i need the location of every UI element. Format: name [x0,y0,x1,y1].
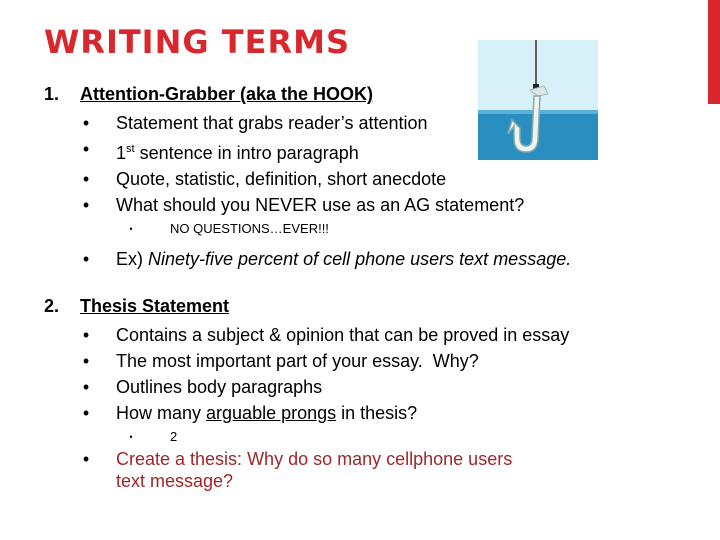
bullet-item [44,374,674,400]
bullet-icon: • [129,432,133,442]
bullet-icon: • [82,377,90,397]
bullet-text: Contains a subject & opinion that can be proved in essay [116,325,570,345]
bullet-icon: • [129,224,133,234]
bullet-icon: • [82,449,90,469]
section-number: 2. [44,296,60,316]
prompt-item [44,448,674,492]
bullet-icon: • [82,195,90,215]
section-title: Attention-Grabber (aka the HOOK) [80,84,374,104]
bullet-icon: • [82,169,90,189]
bullet-icon: • [82,325,90,345]
bullet-text: 1st sentence in intro paragraph [116,143,359,163]
bullet-icon: • [82,351,90,371]
bullet-icon: • [82,139,90,159]
section-title: Thesis Statement [80,296,230,316]
section-number: 1. [44,84,60,104]
example-text: Ex) Ninety-five percent of cell phone users text message. [116,249,572,269]
section-thesis-statement [44,294,674,492]
bullet-icon: • [82,113,90,133]
bullet-text: Outlines body paragraphs [116,377,323,397]
bullet-text: The most important part of your essay. Why? [116,351,479,371]
section-attention-grabber [44,82,674,272]
bullet-text: Statement that grabs reader’s attention [116,113,428,133]
bullet-list [44,322,674,492]
bullet-text: How many arguable prongs in thesis? [116,403,418,423]
bullet-item [44,400,674,426]
bullet-item [44,322,674,348]
bullet-item [44,192,674,218]
section-heading [44,82,674,106]
bullet-text: Quote, statistic, definition, short anecdote [116,169,447,189]
bullet-text: What should you NEVER use as an AG statement? [116,195,525,215]
sub-bullet-text: 2 [170,429,178,444]
bullet-icon: • [82,403,90,423]
prompt-text: Create a thesis: Why do so many cellphone users text message? [116,449,513,491]
slide-title: WRITING TERMS [44,23,350,61]
sub-bullet-item [44,426,674,448]
bullet-item [44,166,674,192]
section-heading [44,294,674,318]
bullet-icon: • [82,249,90,269]
bullet-list [44,110,674,272]
sub-bullet-item [44,218,674,240]
bullet-item [44,110,674,136]
bullet-item [44,136,674,166]
slide-content [44,82,674,492]
sub-bullet-text: NO QUESTIONS…EVER!!! [170,221,329,236]
example-item [44,246,674,272]
bullet-item [44,348,674,374]
accent-bar [708,0,720,104]
